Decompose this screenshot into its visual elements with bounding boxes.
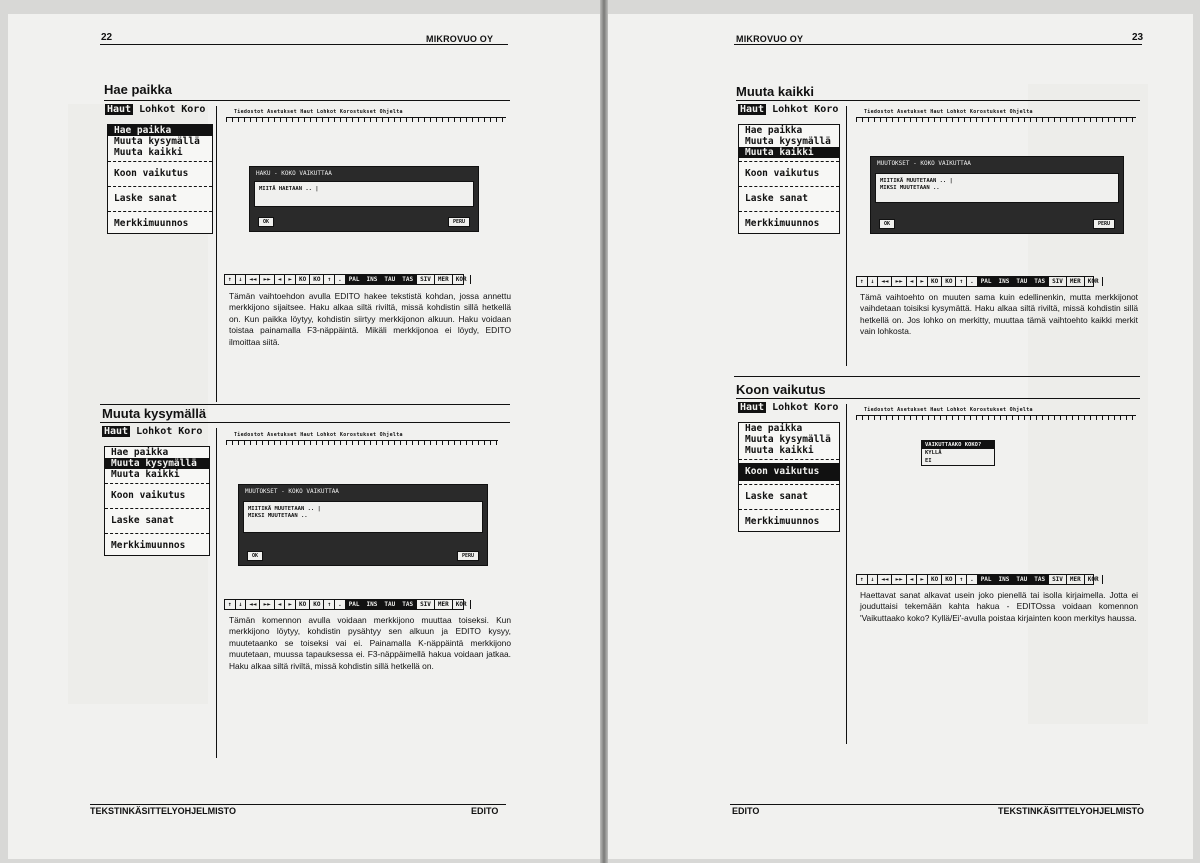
dialog-line[interactable]: MIKSI MUUTETAAN .. (248, 513, 308, 519)
status-cell: ↑ (324, 275, 335, 284)
status-cell: SIV (417, 275, 435, 284)
menu-item[interactable]: Koon vaikutus (111, 490, 186, 501)
menu-bar (102, 426, 202, 437)
status-cell: TAS (399, 600, 417, 609)
status-cell: KOR (453, 600, 471, 609)
status-cell: ↓ (236, 275, 247, 284)
section-text: Tämän vaihtoehdon avulla EDITO hakee tekstistä kohdan, jossa annettu merkkijono sijaitsee. Haku alkaa siltä riviltä, missä kohdistin sillä hetkellä on. Kun paikka löytyy, kohdistin siirtyy merkkijonon alkuun. Haku voidaan toistaa painamalla F3-näppäintä. Mikäli merkkijonoa ei löydy, EDITO ilmoittaa siitä. (229, 291, 511, 347)
replace-all-dialog (870, 156, 1124, 234)
status-cell: . (335, 275, 346, 284)
status-cell: TAU (381, 600, 399, 609)
replace-dialog (238, 484, 488, 566)
status-cell: PAL (346, 600, 364, 609)
status-cell: MER (1067, 277, 1085, 286)
haut-menu (104, 446, 210, 556)
status-cell: INS (996, 277, 1014, 286)
menu-haut[interactable]: Haut (740, 402, 765, 413)
status-cell: ◄ (275, 600, 286, 609)
status-cell: ◄◄ (878, 277, 892, 286)
status-bar (224, 274, 467, 285)
status-cell: ↑ (225, 275, 236, 284)
status-cell: ↑ (225, 600, 236, 609)
menu-item[interactable]: Muuta kysymällä (745, 434, 831, 445)
status-cell: ► (917, 575, 928, 584)
menu-item[interactable]: Muuta kysymällä (105, 458, 209, 469)
search-dialog (249, 166, 479, 232)
menu-haut[interactable]: Haut (740, 104, 765, 115)
menu-haut[interactable]: Haut (107, 104, 132, 115)
status-cell: PAL (346, 275, 364, 284)
dialog-title: MUUTOKSET - KOKO VAIKUTTAA (877, 160, 971, 167)
haut-menu (738, 124, 840, 234)
menu-item[interactable]: Muuta kysymällä (114, 136, 200, 147)
menu-item[interactable]: Hae paikka (111, 447, 169, 458)
footer-left: EDITO (732, 806, 760, 816)
status-cell: SIV (417, 600, 435, 609)
status-cell: MER (435, 600, 453, 609)
status-cell: ►► (260, 275, 274, 284)
status-cell: SIV (1049, 277, 1067, 286)
status-cell: ◄◄ (246, 600, 260, 609)
menu-item[interactable]: Muuta kysymällä (745, 136, 831, 147)
ok-button[interactable]: OK (258, 217, 274, 227)
left-page (8, 14, 600, 859)
status-cell: TAS (1031, 575, 1049, 584)
status-cell: ►► (892, 575, 906, 584)
menu-item[interactable]: Hae paikka (108, 125, 212, 136)
status-cell: ◄◄ (246, 275, 260, 284)
menu-item[interactable]: Muuta kaikki (745, 445, 814, 456)
dialog-line[interactable]: MIITÄ HAETAAN .. | (259, 186, 319, 192)
dialog-line[interactable]: MIITIKÄ MUUTETAAN .. | (248, 506, 321, 512)
running-head: MIKROVUO OY (736, 34, 804, 44)
haut-menu (107, 124, 213, 234)
status-cell: KOR (1085, 277, 1103, 286)
status-cell: KO (942, 277, 956, 286)
status-cell: ↓ (868, 277, 879, 286)
status-cell: ↑ (857, 575, 868, 584)
status-cell: . (967, 575, 978, 584)
status-bar (856, 574, 1099, 585)
top-menu: Tiedostot Asetukset Haut Lohkot Korostukset Ohjelta (234, 109, 403, 115)
status-cell: MER (1067, 575, 1085, 584)
status-cell: KO (310, 600, 324, 609)
status-cell: TAU (1013, 575, 1031, 584)
status-bar (856, 276, 1099, 287)
dialog-title: HAKU - KOKO VAIKUTTAA (256, 170, 332, 177)
status-cell: ◄ (275, 275, 286, 284)
status-cell: TAU (381, 275, 399, 284)
dialog-line[interactable]: MIITIKÄ MUUTETAAN .. | (880, 178, 953, 184)
status-cell: MER (435, 275, 453, 284)
menu-item[interactable]: Laske sanat (114, 193, 177, 204)
section-text: Haettavat sanat alkavat usein joko pienellä tai isolla kirjaimella. Jotta ei jouduttaisi tekemään kahta hakua - EDITOssa voidaan komennon 'Vaikuttaako koko? Kyllä/Ei'-avulla poistaa kirjainten koon merkitys haussa. (860, 590, 1138, 623)
footer-right: TEKSTINKÄSITTELYOHJELMISTO (998, 806, 1145, 816)
running-head: MIKROVUO OY (426, 34, 494, 44)
section-title: Muuta kaikki (736, 84, 815, 99)
menu-item[interactable]: Hae paikka (745, 125, 803, 136)
status-cell: ↑ (956, 277, 967, 286)
status-cell: KOR (1085, 575, 1103, 584)
status-cell: TAS (1031, 277, 1049, 286)
haut-menu (738, 422, 840, 532)
status-cell: ►► (260, 600, 274, 609)
menu-rest: Lohkot Koro (772, 402, 839, 413)
status-cell: TAU (1013, 277, 1031, 286)
status-cell: ► (285, 600, 296, 609)
menu-bar (738, 402, 838, 413)
status-cell: KO (942, 575, 956, 584)
top-menu: Tiedostot Asetukset Haut Lohkot Korostukset Ohjelta (864, 407, 1033, 413)
top-menu: Tiedostot Asetukset Haut Lohkot Korostukset Ohjelta (864, 109, 1033, 115)
status-cell: ► (285, 275, 296, 284)
menu-item[interactable]: Merkkimuunnos (111, 540, 186, 551)
status-cell: KO (928, 277, 942, 286)
menu-item[interactable]: Merkkimuunnos (745, 516, 820, 527)
status-cell: INS (364, 275, 382, 284)
status-cell: ◄ (907, 277, 918, 286)
ok-button[interactable]: OK (879, 219, 895, 229)
menu-rest: Lohkot Koro (139, 104, 206, 115)
status-cell: . (967, 277, 978, 286)
dialog-title: MUUTOKSET - KOKO VAIKUTTAA (245, 488, 339, 495)
status-cell: TAS (399, 275, 417, 284)
menu-item[interactable]: Muuta kaikki (111, 469, 180, 480)
page-number: 23 (1132, 32, 1144, 43)
page-number: 22 (101, 32, 113, 43)
status-cell: ↑ (956, 575, 967, 584)
status-cell: INS (996, 575, 1014, 584)
status-cell: . (335, 600, 346, 609)
status-cell: ► (917, 277, 928, 286)
menu-rest: Lohkot Koro (772, 104, 839, 115)
status-cell: ►► (892, 277, 906, 286)
section-title: Muuta kysymällä (102, 406, 207, 421)
section-text: Tämä vaihtoehto on muuten sama kuin edellinenkin, mutta merkkijonot vaihdetaan toisiksi kysymättä. Haku alkaa siltä riviltä, missä kohdistin sillä hetkellä on. Jos lohko on merkitty, muuttaa tämä vaihtoehto kaikki merkit vain lohkosta. (860, 292, 1138, 337)
menu-item[interactable]: Koon vaikutus (745, 168, 820, 179)
cancel-button[interactable]: PERU (1093, 219, 1115, 229)
status-bar (224, 599, 467, 610)
right-page (608, 14, 1193, 859)
menu-item[interactable]: Merkkimuunnos (745, 218, 820, 229)
status-cell: PAL (978, 575, 996, 584)
menu-item[interactable]: Merkkimuunnos (114, 218, 189, 229)
section-title: Hae paikka (104, 82, 172, 97)
menu-haut[interactable]: Haut (104, 426, 129, 437)
cancel-button[interactable]: PERU (457, 551, 479, 561)
status-cell: KOR (453, 275, 471, 284)
status-cell: PAL (978, 277, 996, 286)
book-spine (600, 0, 608, 863)
menu-item[interactable]: Hae paikka (745, 423, 803, 434)
dialog-line[interactable]: MIKSI MUUTETAAN .. (880, 185, 940, 191)
menu-item[interactable]: Muuta kaikki (739, 147, 839, 158)
status-cell: SIV (1049, 575, 1067, 584)
menu-item[interactable]: Laske sanat (745, 193, 808, 204)
section-title: Koon vaikutus (736, 382, 826, 397)
status-cell: ↓ (236, 600, 247, 609)
menu-rest: Lohkot Koro (136, 426, 203, 437)
menu-item[interactable]: Koon vaikutus (114, 168, 189, 179)
status-cell: ◄ (907, 575, 918, 584)
footer-left: TEKSTINKÄSITTELYOHJELMISTO (90, 806, 237, 816)
status-cell: ↓ (868, 575, 879, 584)
menu-item[interactable]: Laske sanat (745, 491, 808, 502)
menu-item[interactable]: Koon vaikutus (739, 463, 839, 481)
menu-item[interactable]: Muuta kaikki (114, 147, 183, 158)
status-cell: KO (310, 275, 324, 284)
status-cell: KO (296, 600, 310, 609)
footer-right: EDITO (471, 806, 499, 816)
popup-title: VAIKUTTAAKO KOKO? (922, 441, 994, 449)
status-cell: ↑ (857, 277, 868, 286)
cancel-button[interactable]: PERU (448, 217, 470, 227)
ok-button[interactable]: OK (247, 551, 263, 561)
top-menu: Tiedostot Asetukset Haut Lohkot Korostukset Ohjelta (234, 432, 403, 438)
menu-bar (105, 104, 205, 115)
status-cell: ◄◄ (878, 575, 892, 584)
popup-option-yes[interactable]: KYLLÄ (925, 450, 942, 456)
popup-option-no[interactable]: EI (925, 458, 932, 464)
status-cell: ↑ (324, 600, 335, 609)
menu-item[interactable]: Laske sanat (111, 515, 174, 526)
status-cell: INS (364, 600, 382, 609)
status-cell: KO (296, 275, 310, 284)
status-cell: KO (928, 575, 942, 584)
menu-bar (738, 104, 838, 115)
section-text: Tämän komennon avulla voidaan merkkijono muuttaa toiseksi. Kun merkkijono löytyy, kohdistin pysähtyy sen alkuun ja EDITO kysyy, muutetaanko se toiseksi vai ei. Painamalla K-näppäintä merkkijono muutetaan, muussa tapauksessa ei. F3-näppäimellä hakua voidaan jatkaa. Haku alkaa siltä riviltä, missä kohdistin sillä hetkellä on. (229, 615, 511, 671)
case-popup (921, 440, 995, 466)
